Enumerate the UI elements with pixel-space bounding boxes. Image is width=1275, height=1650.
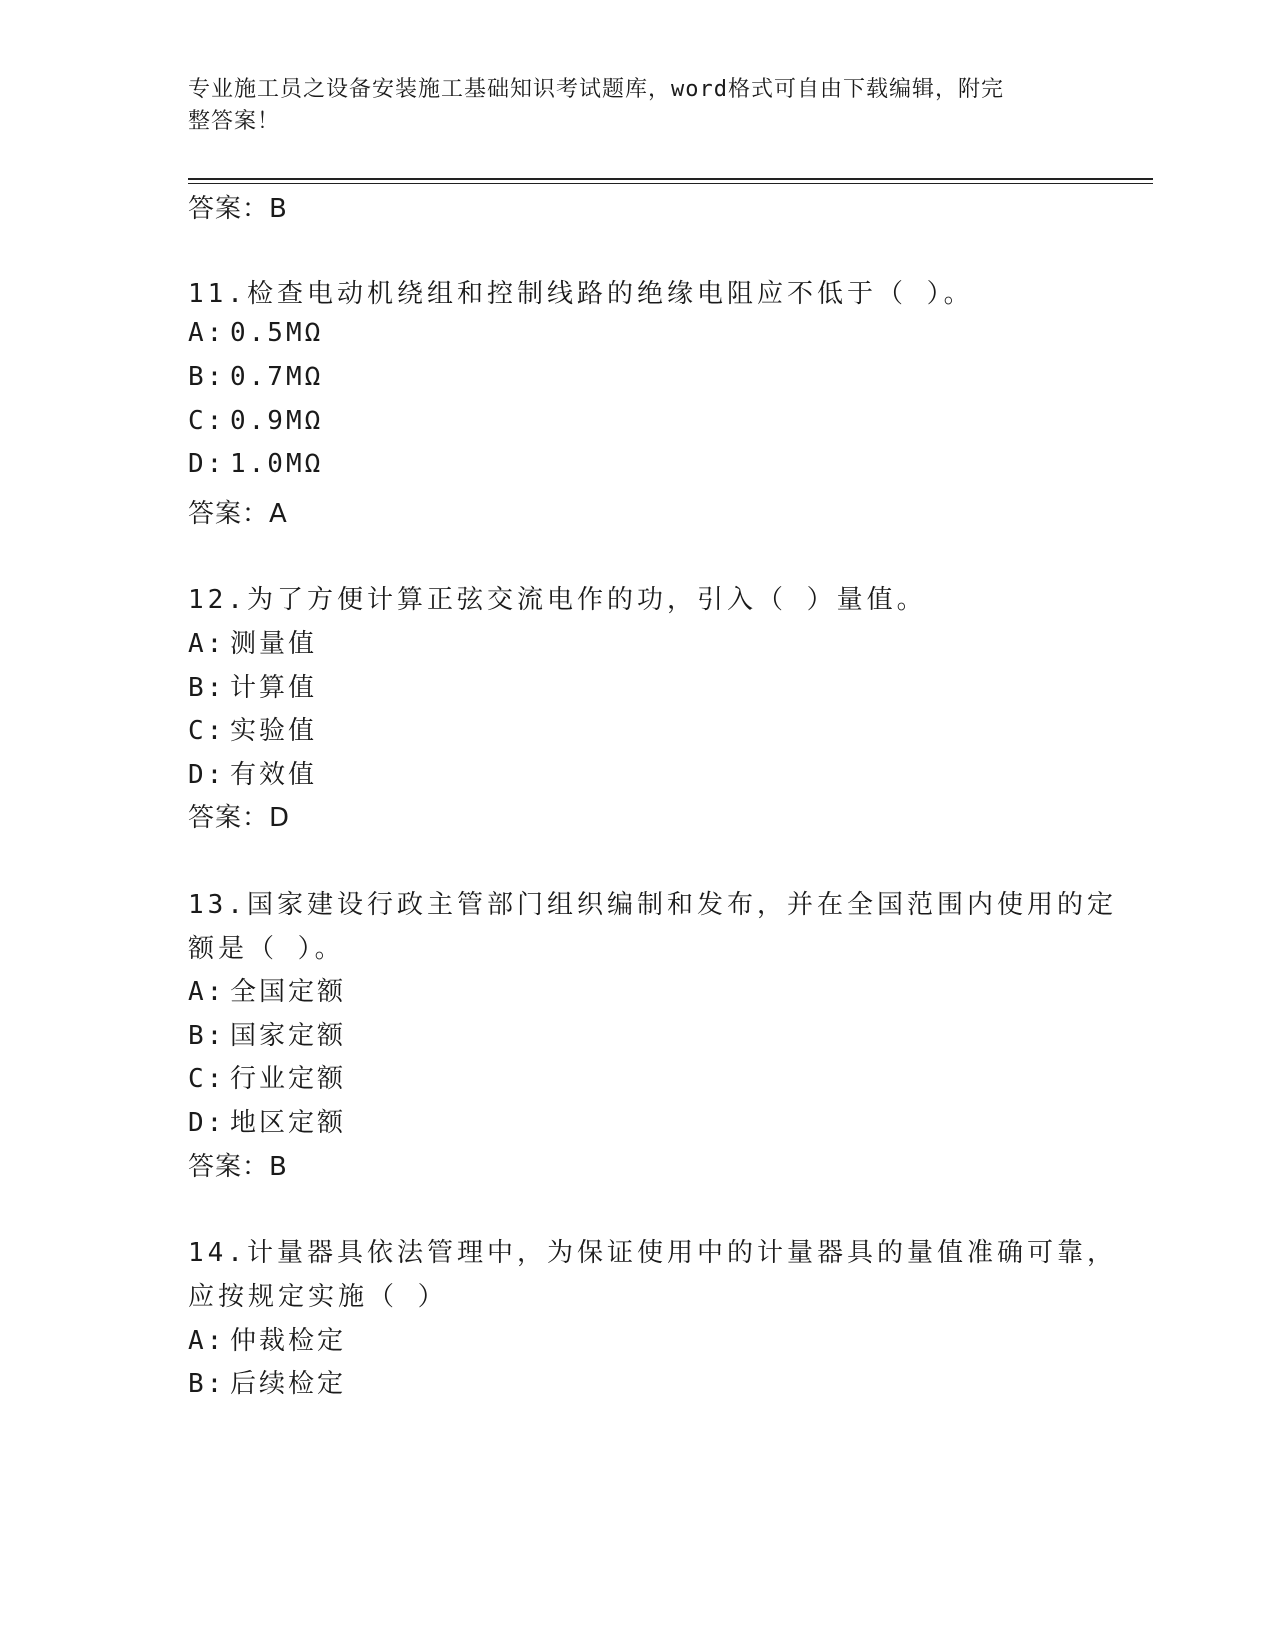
option-letter: B:: [188, 1021, 226, 1051]
option-text: 计算值: [230, 673, 318, 703]
question-13-option-a: [188, 971, 346, 1008]
answer-previous: 答案：B: [188, 194, 288, 224]
question-12-option-d: [188, 754, 317, 791]
option-text: 行业定额: [230, 1064, 347, 1094]
question-14-text-line-2: 应按规定实施（ ）: [188, 1282, 448, 1312]
question-11-answer: 答案：A: [188, 499, 288, 529]
question-12-option-b: [188, 667, 317, 704]
option-letter: B:: [188, 362, 226, 392]
option-letter: B:: [188, 1369, 226, 1399]
question-12-option-a: [188, 623, 317, 660]
option-text: 0.9MΩ: [230, 406, 324, 436]
question-11-option-b: [188, 362, 323, 392]
option-text: 地区定额: [230, 1108, 347, 1138]
option-text: 后续检定: [230, 1369, 347, 1399]
option-letter: B:: [188, 673, 226, 703]
question-14-text-line-1: 14.计量器具依法管理中，为保证使用中的计量器具的量值准确可靠，: [188, 1238, 1117, 1268]
option-text: 国家定额: [230, 1021, 347, 1051]
option-letter: C:: [188, 716, 226, 746]
option-letter: A:: [188, 1326, 226, 1356]
option-text: 0.5MΩ: [230, 318, 324, 348]
option-letter: C:: [188, 1064, 226, 1094]
question-14-option-b: [188, 1363, 346, 1400]
option-text: 0.7MΩ: [230, 362, 324, 392]
question-12-option-c: [188, 710, 317, 747]
option-text: 有效值: [230, 760, 318, 790]
question-13-answer: 答案：B: [188, 1152, 288, 1182]
question-13-option-d: [188, 1102, 346, 1139]
option-text: 1.0MΩ: [230, 449, 324, 479]
header-divider-thin: [188, 183, 1153, 184]
question-13-text-line-2: 额是（ ）。: [188, 934, 345, 964]
option-letter: D:: [188, 1108, 226, 1138]
question-13-text-line-1: 13.国家建设行政主管部门组织编制和发布，并在全国范围内使用的定: [188, 890, 1117, 920]
header-line-2: 整答案！: [188, 109, 281, 134]
header-line-1: 专业施工员之设备安装施工基础知识考试题库，word格式可自由下载编辑，附完: [188, 77, 1004, 102]
question-13-option-b: [188, 1015, 346, 1052]
option-letter: A:: [188, 318, 226, 348]
option-text: 测量值: [230, 629, 318, 659]
option-letter: D:: [188, 760, 226, 790]
option-letter: C:: [188, 406, 226, 436]
document-header: [188, 74, 1068, 138]
option-text: 全国定额: [230, 977, 347, 1007]
option-letter: D:: [188, 449, 226, 479]
question-11-option-d: [188, 449, 323, 479]
question-12-answer: 答案：D: [188, 803, 291, 833]
option-letter: A:: [188, 977, 226, 1007]
header-divider-thick: [188, 178, 1153, 180]
question-14-option-a: [188, 1320, 346, 1357]
question-11-text: 11.检查电动机绕组和控制线路的绝缘电阻应不低于（ ）。: [188, 279, 974, 309]
question-11-option-c: [188, 406, 323, 436]
option-letter: A:: [188, 629, 226, 659]
option-text: 实验值: [230, 716, 318, 746]
question-12-text: 12.为了方便计算正弦交流电作的功，引入（ ）量值。: [188, 585, 927, 615]
question-13-option-c: [188, 1058, 346, 1095]
option-text: 仲裁检定: [230, 1326, 347, 1356]
question-11-option-a: [188, 318, 323, 348]
